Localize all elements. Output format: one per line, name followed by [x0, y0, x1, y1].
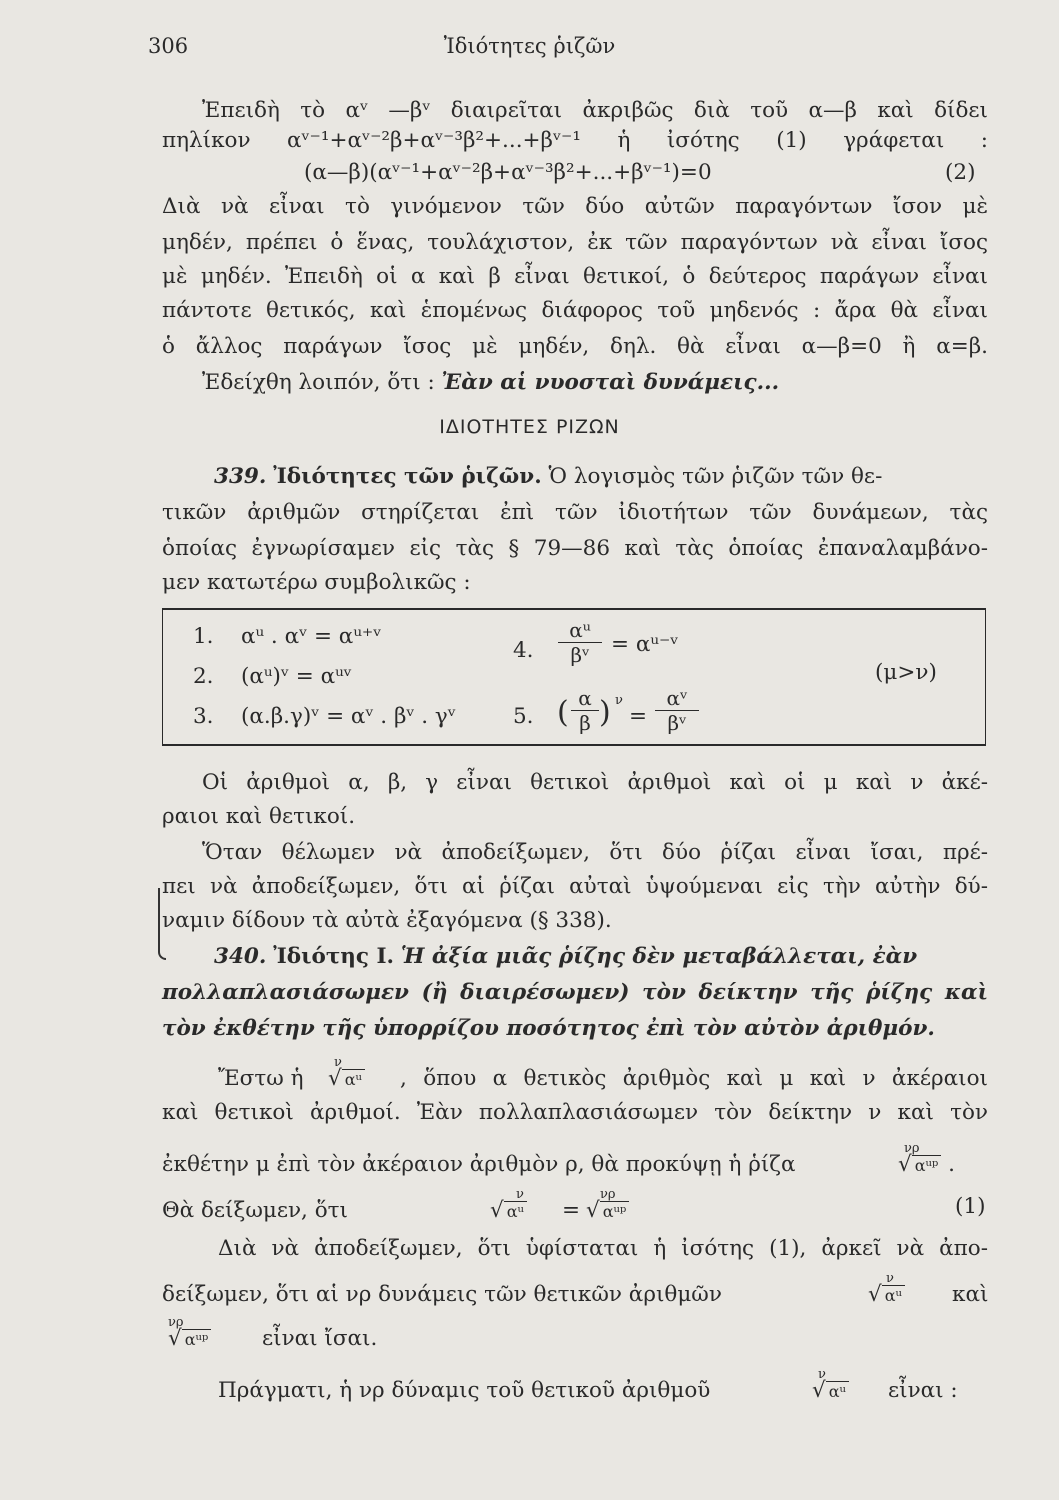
formula-5-numerator: α — [578, 686, 592, 710]
formula-condition: (μ>ν) — [875, 660, 937, 685]
formula-5-label: 5. — [513, 704, 534, 729]
radical-nurho-a-murho-2: νρ √ αᵘᵖ — [168, 1324, 211, 1355]
radicand: αᵘᵖ — [600, 1201, 630, 1221]
section-339-line — [214, 462, 988, 492]
text-line-2: πηλίκον αᵛ⁻¹+αᵛ⁻²β+αᵛ⁻³β²+...+βᵛ⁻¹ ἡ ἰσότης (1) γράφεται : — [162, 128, 988, 153]
radicand: αᵘᵖ — [182, 1329, 212, 1349]
radical-nurho-a-murho: νρ √ αᵘᵖ . — [898, 1150, 955, 1181]
text-line-14: Οἱ ἀριθμοὶ α, β, γ εἶναι θετικοὶ ἀριθμοὶ καὶ οἱ μ καὶ ν ἀκέ- — [202, 770, 988, 795]
text-line-27-end: καὶ — [952, 1282, 989, 1307]
margin-pencil-mark — [158, 888, 166, 960]
radicand: αᵘ — [882, 1285, 905, 1305]
equation-2-number: (2) — [945, 160, 976, 185]
section-340-title: Ἰδιότης Ι. — [273, 944, 395, 969]
formula-3-label: 3. — [193, 704, 214, 729]
text-line-8: ὁ ἄλλος παράγων ἴσος μὲ μηδέν, δηλ. θὰ εἶναι α—β=0 ἢ α=β. — [162, 334, 988, 359]
formula-2-label: 2. — [193, 664, 214, 689]
section-340-number: 340. — [214, 944, 267, 969]
text-line-27: δείξωμεν, ὅτι αἱ νρ δυνάμεις τῶν θετικῶν ἀριθμῶν — [162, 1282, 722, 1307]
text-line-15: ραιοι καὶ θετικοί. — [162, 804, 356, 829]
section-339-number: 339. — [214, 464, 267, 489]
radicand: αᵘ — [342, 1069, 365, 1089]
text-line-29-end: εἶναι : — [888, 1378, 958, 1403]
running-title: Ἰδιότητες ῥιζῶν — [443, 34, 616, 58]
section-340-italic-1: Ἡ ἀξία μιᾶς ῥίζης δὲν μεταβάλλεται, ἐὰν — [400, 944, 918, 969]
formula-5-denominator: β — [579, 711, 591, 735]
radical-index: ν — [516, 1187, 524, 1202]
radical-rhs: νρ √ αᵘᵖ — [586, 1196, 629, 1227]
formula-5-paren-close: ) — [599, 695, 611, 730]
radical-nu-a-mu-2: ν √ αᵘ — [868, 1280, 905, 1311]
text-line-6: μὲ μηδέν. Ἐπειδὴ οἱ α καὶ β εἶναι θετικοί, ὁ δεύτερος παράγων εἶναι — [162, 264, 988, 289]
text-line-12: ὁποίας ἐγνωρίσαμεν εἰς τὰς § 79—86 καὶ τὰς ὁποίας ἐπαναλαμβάνο- — [162, 536, 988, 561]
section-340-italic-3: τὸν ἐκθέτην τῆς ὑπορρίζου ποσότητος ἐπὶ τὸν αὐτὸν ἀριθμόν. — [162, 1016, 935, 1041]
text-line-26: Διὰ νὰ ἀποδείξωμεν, ὅτι ὑφίσταται ἡ ἰσότης (1), ἀρκεῖ νὰ ἀπο- — [218, 1236, 988, 1261]
text-line-18: ναμιν δίδουν τὰ αὐτὰ ἐξαγόμενα (§ 338). — [162, 908, 612, 933]
text-line-22a: Ἔστω ἡ — [218, 1066, 304, 1091]
text-line-29: Πράγματι, ἡ νρ δύναμις τοῦ θετικοῦ ἀριθμοῦ — [218, 1378, 711, 1403]
section-340-line — [214, 942, 988, 972]
formula-1-label: 1. — [193, 624, 214, 649]
radical-index: ν — [886, 1271, 894, 1286]
radical-index: νρ — [904, 1141, 920, 1156]
section-339-title: Ἰδιότητες τῶν ῥιζῶν. — [273, 464, 542, 489]
text-line-4: Διὰ νὰ εἶναι τὸ γινόμενον τῶν δύο αὐτῶν παραγόντων ἴσον μὲ — [162, 194, 988, 219]
text-line-17: πει νὰ ἀποδείξωμεν, ὅτι αἱ ῥίζαι αὐταὶ ὑψούμεναι εἰς τὴν αὐτὴν δύ- — [162, 874, 988, 899]
formula-4-label: 4. — [513, 638, 534, 663]
formula-5-equals: = — [629, 704, 648, 729]
formula-box — [162, 608, 986, 746]
conclusion-italic: Ἐὰν αἱ νυοσταὶ δυνάμεις... — [441, 370, 780, 395]
formula-5-fraction — [571, 688, 599, 733]
formula-4-numerator: αᵘ — [569, 618, 591, 642]
radical-index: ν — [818, 1367, 826, 1382]
radicand: αᵘ — [826, 1381, 849, 1401]
text-line-1: Ἐπειδὴ τὸ αᵛ —βᵛ διαιρεῖται ἀκριβῶς διὰ τοῦ α—β καὶ δίδει — [202, 98, 988, 123]
equals-sign: = — [562, 1198, 581, 1223]
formula-2: (αᵘ)ᵛ = αᵘᵛ — [241, 664, 352, 689]
radical-index: νρ — [168, 1315, 184, 1330]
formula-4-rhs: = αᵘ⁻ᵛ — [611, 632, 679, 657]
formula-4-denominator: βᵛ — [570, 643, 590, 667]
section-340-italic-2: πολλαπλασιάσωμεν (ἢ διαιρέσωμεν) τὸν δείκτην τῆς ῥίζης καὶ — [162, 980, 988, 1005]
text-line-7: πάντοτε θετικός, καὶ ἑπομένως διάφορος τοῦ μηδενός : ἄρα θὰ εἶναι — [162, 298, 988, 323]
equation-1-number: (1) — [955, 1194, 986, 1219]
radicand: αᵘ — [504, 1201, 527, 1221]
text-line-16: Ὅταν θέλωμεν νὰ ἀποδείξωμεν, ὅτι δύο ῥίζαι εἶναι ἴσαι, πρέ- — [202, 840, 988, 865]
text-line-28: εἶναι ἴσαι. — [262, 1326, 378, 1351]
page-number: 306 — [148, 34, 189, 58]
radical-index: νρ — [600, 1187, 616, 1202]
conclusion-text: Ἐδείχθη λοιπόν, ὅτι : — [202, 370, 435, 395]
radical-lhs: ν √ αᵘ — [490, 1196, 527, 1227]
text-line-23: καὶ θετικοὶ ἀριθμοί. Ἐὰν πολλαπλασιάσωμεν τὸν δείκτην ν καὶ τὸν — [162, 1100, 988, 1125]
text-line-5: μηδέν, πρέπει ὁ ἕνας, τουλάχιστον, ἐκ τῶν παραγόντων νὰ εἶναι ἴσος — [162, 230, 988, 255]
text-line-24: ἐκθέτην μ ἐπὶ τὸν ἀκέραιον ἀριθμὸν ρ, θὰ προκύψῃ ἡ ῥίζα — [162, 1152, 796, 1177]
text-line-11: τικῶν ἀριθμῶν στηρίζεται ἐπὶ τῶν ἰδιοτήτων τῶν δυνάμεων, τὰς — [162, 500, 988, 525]
text-line-9 — [202, 368, 988, 398]
formula-5-rhs-numerator: αᵛ — [666, 686, 688, 710]
radical-nu-a-mu-3: ν √ αᵘ — [812, 1376, 849, 1407]
radicand: αᵘᵖ — [912, 1155, 942, 1175]
formula-4-fraction — [558, 620, 602, 665]
text-line-22b: , ὅπου α θετικὸς ἀριθμὸς καὶ μ καὶ ν ἀκέραιοι — [400, 1066, 988, 1091]
formula-5-paren-open: ( — [557, 695, 569, 730]
radical-index: ν — [334, 1055, 342, 1070]
formula-5-exponent: ν — [615, 693, 623, 708]
radical-nu-a-mu: ν √ αᵘ — [328, 1064, 365, 1095]
equation-2: (α—β)(αᵛ⁻¹+αᵛ⁻²β+αᵛ⁻³β²+...+βᵛ⁻¹)=0 — [304, 160, 712, 185]
formula-3: (α.β.γ)ᵛ = αᵛ . βᵛ . γᵛ — [241, 704, 456, 729]
formula-5-rhs-fraction — [655, 688, 699, 733]
formula-1: αᵘ . αᵛ = αᵘ⁺ᵛ — [241, 624, 382, 649]
section-339-text: Ὁ λογισμὸς τῶν ῥιζῶν τῶν θε- — [548, 464, 883, 489]
text-line-13: μεν κατωτέρω συμβολικῶς : — [162, 570, 471, 595]
text-line-25: Θὰ δείξωμεν, ὅτι — [162, 1198, 348, 1223]
formula-5-rhs-denominator: βᵛ — [667, 711, 687, 735]
section-heading: ΙΔΙΟΤΗΤΕΣ ΡΙΖΩΝ — [439, 416, 620, 438]
